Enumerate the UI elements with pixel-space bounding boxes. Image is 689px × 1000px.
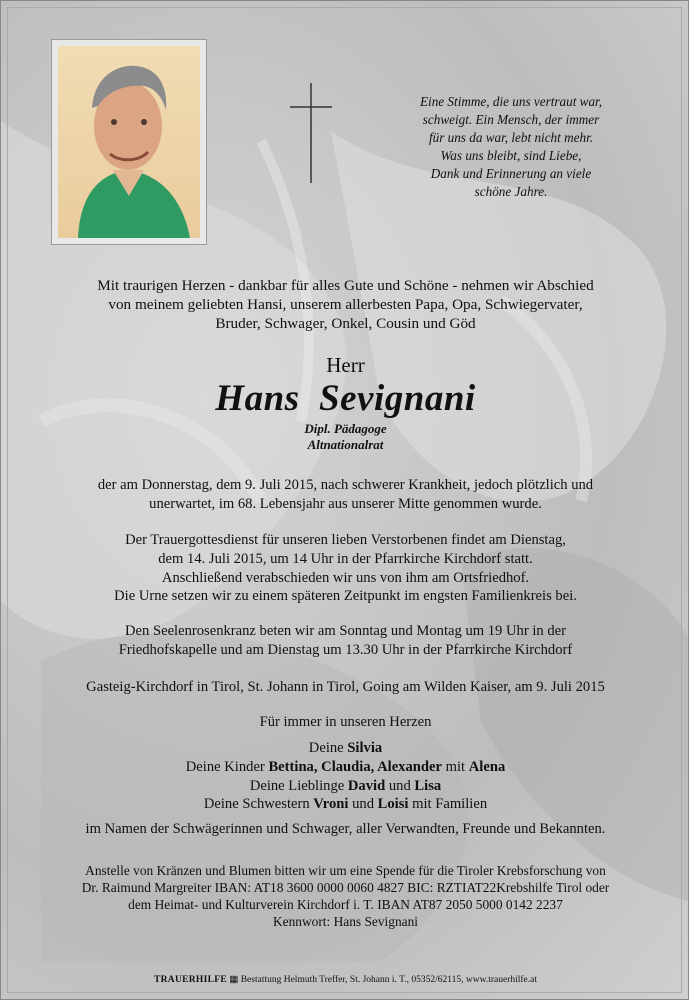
family-member: David xyxy=(347,777,386,794)
in-name-of: im Namen der Schwägerinnen und Schwager, aller Verwandten, Freunde und Bekannten. xyxy=(85,821,606,837)
deceased-name: Hans Sevignani xyxy=(215,378,476,419)
family-list xyxy=(15,739,676,814)
family-label: und xyxy=(388,777,411,794)
deceased-titles xyxy=(15,421,676,453)
family-member: Silvia xyxy=(347,740,383,756)
family-member: Loisi xyxy=(377,796,409,813)
death-line: der am Donnerstag, dem 9. Juli 2015, nach schwerer Krankheit, jedoch plötzlich und xyxy=(97,477,594,493)
family-wife xyxy=(15,739,676,758)
rosary-line: Den Seelenrosenkranz beten wir am Sonntag und Montag um 19 Uhr in der xyxy=(125,623,566,639)
cross-icon xyxy=(290,83,332,183)
family-label: Deine Schwestern xyxy=(203,796,310,813)
poem-line: schweigt. Ein Mensch, der immer xyxy=(422,112,600,127)
poem-line: Was uns bleibt, sind Liebe, xyxy=(440,148,582,163)
death-line: unerwartet, im 68. Lebensjahr aus unserer Mitte genommen wurde. xyxy=(149,495,542,512)
service-line: dem 14. Juli 2015, um 14 Uhr in der Pfarrkirche Kirchdorf statt. xyxy=(158,550,533,567)
donation-info xyxy=(15,862,676,930)
footer-brand: TRAUERHILFE xyxy=(154,975,227,985)
family-label: mit xyxy=(445,758,466,775)
intro-line: Bruder, Schwager, Onkel, Cousin und Göd xyxy=(215,315,476,332)
family-member: Alena xyxy=(468,758,506,775)
donation-line: Anstelle von Kränzen und Blumen bitten wir um eine Spende für die Tiroler Krebsforschung von xyxy=(85,863,606,878)
forever-line: Für immer in unseren Herzen xyxy=(259,714,432,730)
intro-text xyxy=(15,276,676,333)
family-label: mit Familien xyxy=(412,796,488,813)
footer xyxy=(1,974,689,985)
family-member: Bettina, Claudia, Alexander xyxy=(268,758,442,775)
title-line: Dipl. Pädagoge xyxy=(304,421,387,436)
family-label: Deine xyxy=(308,740,344,756)
family-member: Lisa xyxy=(414,777,442,794)
footer-logo-icon: ▦ xyxy=(229,975,239,985)
portrait-photo xyxy=(58,46,200,238)
footer-text: Bestattung Helmuth Treffer, St. Johann i. T., 05352/62115, www.trauerhilfe.at xyxy=(240,975,537,985)
intro-line: Mit traurigen Herzen - dankbar für alles Gute und Schöne - nehmen wir Abschied xyxy=(97,277,594,294)
title-line: Altnationalrat xyxy=(307,437,384,452)
poem xyxy=(381,93,641,201)
salutation: Herr xyxy=(326,353,365,377)
service-line: Anschließend verabschieden wir uns von ihm am Ortsfriedhof. xyxy=(161,569,530,586)
family-member: Vroni xyxy=(313,796,349,813)
donation-line: dem Heimat- und Kulturverein Kirchdorf i. T. IBAN AT87 2050 5000 0142 2237 xyxy=(128,897,563,912)
rosary-line: Friedhofskapelle und am Dienstag um 13.30 Uhr in der Pfarrkirche Kirchdorf xyxy=(118,641,573,658)
portrait-frame xyxy=(51,39,207,245)
poem-line: Eine Stimme, die uns vertraut war, xyxy=(419,94,603,109)
intro-line: von meinem geliebten Hansi, unserem allerbesten Papa, Opa, Schwiegervater, xyxy=(108,296,583,313)
service-line: Der Trauergottesdienst für unseren lieben Verstorbenen findet am Dienstag, xyxy=(125,532,566,548)
family-sisters xyxy=(15,795,676,814)
service-info xyxy=(15,531,676,606)
place-date: Gasteig-Kirchdorf in Tirol, St. Johann in Tirol, Going am Wilden Kaiser, am 9. Juli 2015 xyxy=(86,679,605,695)
poem-line: für uns da war, lebt nicht mehr. xyxy=(428,130,594,145)
family-label: Deine Kinder xyxy=(185,758,265,775)
service-line: Die Urne setzen wir zu einem späteren Zeitpunkt im engsten Familienkreis bei. xyxy=(114,588,577,605)
death-notice xyxy=(15,476,676,514)
family-children xyxy=(15,758,676,777)
poem-line: schöne Jahre. xyxy=(474,184,548,199)
donation-line: Dr. Raimund Margreiter IBAN: AT18 3600 0000 0060 4827 BIC: RZTIAT22Krebshilfe Tirol oder xyxy=(81,880,610,895)
donation-line: Kennwort: Hans Sevignani xyxy=(272,914,419,929)
poem-line: Dank und Erinnerung an viele xyxy=(430,166,592,181)
family-label: und xyxy=(352,796,374,813)
rosary-info xyxy=(15,622,676,660)
family-label: Deine Lieblinge xyxy=(249,777,345,794)
family-grandchildren xyxy=(15,777,676,796)
